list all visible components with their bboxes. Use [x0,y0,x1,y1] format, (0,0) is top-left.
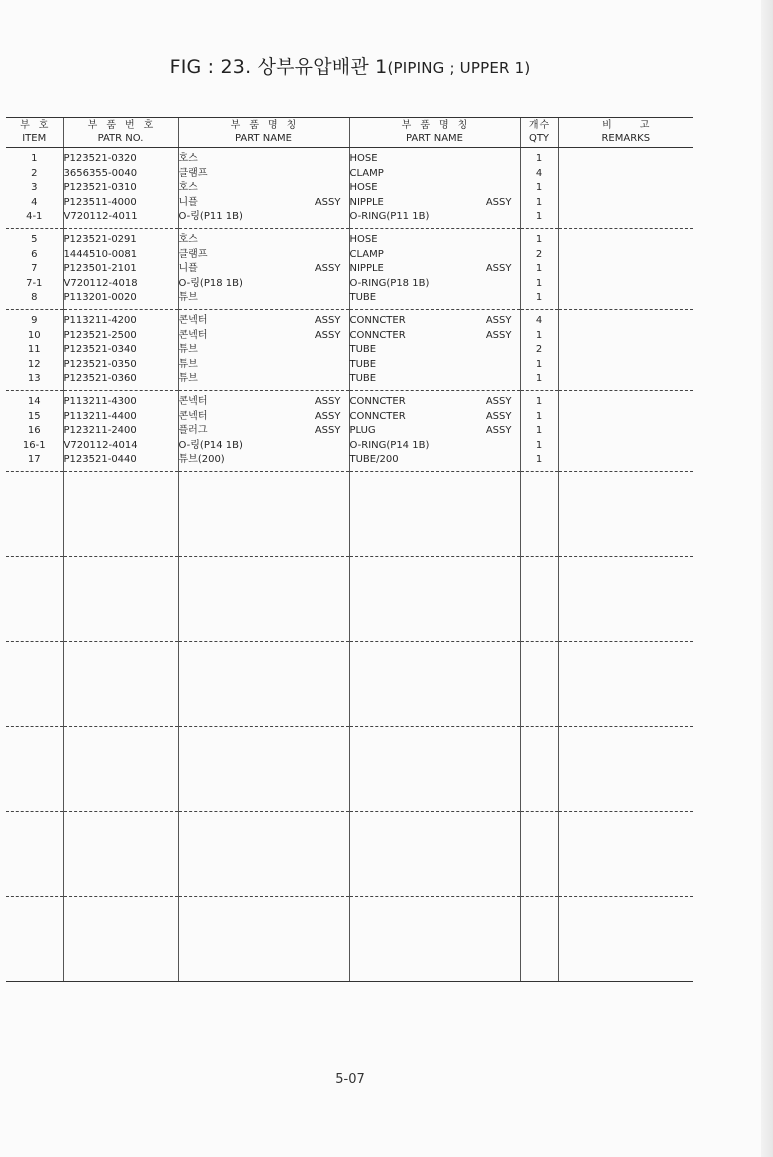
cell-part-name-ko [178,424,349,439]
part-name-ko: 콘넥터 [178,314,208,326]
cell-qty: 1 [520,210,558,228]
cell-remarks [558,410,693,425]
table-row [6,372,693,390]
cell-part-name-ko [178,228,349,247]
cell-remarks [558,439,693,454]
part-name-ko: 콘넥터 [178,395,208,407]
header-part-name-en [349,118,520,148]
empty-cell [558,556,693,641]
cell-part-name-ko [178,181,349,196]
part-name-en: TUBE/200 [349,454,399,466]
empty-cell [6,726,63,811]
empty-cell [349,556,520,641]
figure-title-main: FIG : 23. 상부유압배관 1 [169,56,388,78]
part-name-en: PLUG [349,425,376,437]
empty-cell [178,641,349,726]
part-name-ko: 튜브(200) [178,454,225,466]
cell-part-name-ko [178,390,349,409]
part-name-ko: 튜브 [178,292,198,304]
table-row [6,453,693,471]
cell-qty: 1 [520,228,558,247]
part-name-en: O-RING(P11 1B) [349,211,430,223]
cell-part-name-en [349,167,520,182]
header-part-name-ko-en: PART NAME [234,133,292,144]
table-row [6,262,693,277]
empty-row-block [6,726,693,811]
empty-cell [558,726,693,811]
empty-cell [349,726,520,811]
part-name-ko: O-링(P11 1B) [178,211,243,223]
cell-item: 16 [27,425,41,437]
cell-part-name-en [349,228,520,247]
table-row [6,210,693,228]
empty-cell [63,556,178,641]
cell-part-no: P123521-0360 [63,372,178,390]
cell-part-name-en [349,196,520,211]
cell-qty: 2 [520,248,558,263]
table-row [6,228,693,247]
cell-part-no: P123521-2500 [63,329,178,344]
table-row [6,277,693,292]
part-name-ko: 니플 [178,196,198,208]
cell-qty: 4 [520,167,558,182]
table-row [6,424,693,439]
cell-qty: 1 [520,410,558,425]
cell-part-name-en [349,410,520,425]
cell-qty: 1 [520,439,558,454]
part-name-en: TUBE [349,292,377,304]
part-name-en: HOSE [349,233,378,245]
empty-cell [63,811,178,896]
part-name-ko: 클램프 [178,167,208,179]
header-qty [520,118,558,148]
part-type-en: ASSY [485,314,512,326]
part-name-en: TUBE [349,344,377,356]
figure-title-sub: (PIPING ; UPPER 1) [387,59,531,77]
cell-item: 10 [27,329,41,341]
cell-part-no: P113211-4400 [63,410,178,425]
cell-part-name-ko [178,410,349,425]
cell-part-no: P123521-0340 [63,343,178,358]
cell-part-no: 1444510-0081 [63,248,178,263]
table-row [6,148,693,167]
empty-cell [63,726,178,811]
part-name-en: HOSE [349,153,378,164]
part-name-en: TUBE [349,358,377,370]
header-item [6,118,63,148]
cell-qty: 1 [520,453,558,471]
empty-cell [178,556,349,641]
cell-part-name-ko [178,148,349,167]
cell-part-no: V720112-4011 [63,210,178,228]
empty-cell [558,641,693,726]
part-name-ko: 콘넥터 [178,410,208,422]
empty-cell [558,471,693,556]
part-type-ko: ASSY [314,395,341,407]
cell-part-name-ko [178,329,349,344]
part-type-ko: ASSY [314,329,341,341]
empty-row-block [6,896,693,981]
part-type-ko: ASSY [314,314,341,326]
cell-part-name-en [349,309,520,328]
header-part-no-ko: 부품번호 [87,120,163,131]
part-name-ko: 니플 [178,263,198,275]
header-remarks-ko: 비고 [602,120,678,131]
part-name-ko: 튜브 [178,373,198,385]
part-name-en: TUBE [349,373,377,385]
header-item-ko: 부호 [20,120,58,131]
parts-table [6,117,693,982]
header-part-name-en-en: PART NAME [405,133,463,144]
part-name-ko: 호스 [178,153,198,164]
cell-item: 16-1 [22,439,46,451]
part-name-ko: 튜브 [178,358,198,370]
cell-remarks [558,291,693,309]
cell-item: 14 [27,395,41,407]
part-name-en: NIPPLE [349,263,384,275]
cell-remarks [558,372,693,390]
cell-part-name-en [349,439,520,454]
part-type-ko: ASSY [314,263,341,275]
cell-qty: 1 [520,196,558,211]
cell-item: 4-1 [6,210,63,228]
empty-cell [6,471,63,556]
empty-cell [6,896,63,981]
cell-remarks [558,181,693,196]
empty-cell [349,471,520,556]
empty-cell [63,471,178,556]
cell-item: 8 [6,291,63,309]
cell-remarks [558,148,693,167]
cell-part-name-ko [178,210,349,228]
part-type-ko: ASSY [314,410,341,422]
cell-part-name-ko [178,262,349,277]
cell-qty: 2 [520,343,558,358]
empty-cell [6,811,63,896]
part-type-en: ASSY [485,196,512,208]
cell-part-no: P123511-4000 [63,196,178,211]
cell-part-name-ko [178,343,349,358]
cell-part-no: V720112-4014 [63,439,178,454]
cell-qty: 1 [520,358,558,373]
part-name-ko: 콘넥터 [178,329,208,341]
header-item-en: ITEM [22,133,47,144]
cell-item: 11 [27,344,41,356]
cell-remarks [558,453,693,471]
cell-qty: 1 [520,424,558,439]
cell-qty: 4 [520,309,558,328]
empty-cell [349,811,520,896]
cell-part-name-ko [178,248,349,263]
cell-part-name-ko [178,277,349,292]
figure-title [0,52,700,79]
table-row [6,439,693,454]
empty-row-block [6,641,693,726]
cell-part-no: P123521-0310 [63,181,178,196]
empty-row-block [6,556,693,641]
cell-qty: 1 [520,291,558,309]
cell-part-no: P113211-4300 [63,390,178,409]
cell-item: 5 [31,233,38,245]
empty-cell [6,641,63,726]
header-part-name-ko [178,118,349,148]
part-type-en: ASSY [485,329,512,341]
part-name-ko: 플러그 [178,425,208,437]
empty-row-block [6,811,693,896]
cell-remarks [558,329,693,344]
cell-item: 2 [31,167,38,179]
part-name-en: NIPPLE [349,196,384,208]
part-name-en: HOSE [349,182,378,194]
cell-remarks [558,343,693,358]
cell-qty: 1 [520,277,558,292]
cell-item: 13 [6,372,63,390]
part-name-ko: O-링(P14 1B) [178,439,243,451]
cell-part-name-en [349,390,520,409]
cell-part-no: P123501-2101 [63,262,178,277]
cell-part-name-en [349,181,520,196]
cell-remarks [558,277,693,292]
empty-cell [520,896,558,981]
cell-part-name-ko [178,167,349,182]
cell-remarks [558,167,693,182]
table-row [6,248,693,263]
table-row [6,343,693,358]
empty-cell [178,726,349,811]
empty-cell [520,811,558,896]
cell-qty: 1 [520,390,558,409]
part-name-ko: 호스 [178,233,198,245]
cell-remarks [558,390,693,409]
empty-cell [558,811,693,896]
part-type-en: ASSY [485,395,512,407]
page-edge-shadow [761,0,773,1157]
cell-qty: 1 [520,372,558,390]
empty-cell [349,896,520,981]
cell-part-name-ko [178,196,349,211]
cell-item: 7-1 [26,277,43,289]
part-type-en: ASSY [485,410,512,422]
empty-row-block [6,471,693,556]
cell-remarks [558,228,693,247]
cell-part-no: P123521-0291 [63,228,178,247]
cell-item: 17 [6,453,63,471]
cell-item: 7 [31,263,38,275]
empty-cell [6,556,63,641]
part-name-en: CONNCTER [349,410,406,422]
table-row [6,181,693,196]
cell-part-name-ko [178,453,349,471]
part-name-en: CLAMP [349,167,384,179]
cell-part-no: P113211-4200 [63,309,178,328]
cell-remarks [558,248,693,263]
cell-part-no: P123211-2400 [63,424,178,439]
empty-cell [63,641,178,726]
empty-cell [63,896,178,981]
table-row [6,291,693,309]
parts-table-body [6,148,693,982]
cell-remarks [558,262,693,277]
cell-part-name-en [349,291,520,309]
cell-part-no: P113201-0020 [63,291,178,309]
cell-qty: 1 [520,329,558,344]
empty-cell [178,811,349,896]
part-name-ko: 클램프 [178,248,208,260]
cell-part-name-en [349,453,520,471]
part-name-en: CONNCTER [349,314,406,326]
cell-item: 9 [31,314,38,326]
cell-part-name-en [349,372,520,390]
cell-part-name-ko [178,372,349,390]
cell-part-name-ko [178,309,349,328]
cell-part-name-ko [178,439,349,454]
cell-part-no: V720112-4018 [63,277,178,292]
empty-cell [520,726,558,811]
cell-remarks [558,309,693,328]
table-row [6,167,693,182]
part-type-en: ASSY [485,425,512,437]
part-name-ko: 튜브 [178,344,198,356]
part-name-en: O-RING(P14 1B) [349,439,430,451]
cell-remarks [558,210,693,228]
cell-part-no: 3656355-0040 [63,167,178,182]
cell-remarks [558,424,693,439]
header-part-no-en: PATR NO. [97,133,144,144]
cell-item: 12 [27,358,41,370]
empty-cell [178,896,349,981]
part-name-en: CLAMP [349,248,384,260]
empty-cell [349,641,520,726]
table-row [6,196,693,211]
header-remarks-en: REMARKS [601,133,651,144]
cell-part-name-en [349,358,520,373]
part-type-ko: ASSY [314,425,341,437]
cell-item: 15 [27,410,41,422]
cell-part-name-en [349,262,520,277]
cell-remarks [558,196,693,211]
parts-table-header [6,118,693,148]
cell-qty: 1 [520,262,558,277]
header-part-name-ko-ko: 부품명칭 [230,120,306,131]
table-row [6,329,693,344]
part-name-en: CONNCTER [349,329,406,341]
cell-part-name-en [349,343,520,358]
table-row [6,410,693,425]
header-qty-en: QTY [528,133,550,144]
cell-item: 6 [31,248,38,260]
part-name-ko: O-링(P18 1B) [178,277,243,289]
cell-part-name-ko [178,358,349,373]
header-part-name-en-ko: 부품명칭 [401,120,477,131]
empty-cell [558,896,693,981]
cell-item: 3 [31,182,38,194]
empty-cell [178,471,349,556]
empty-cell [520,556,558,641]
part-name-en: CONNCTER [349,395,406,407]
cell-part-name-en [349,248,520,263]
part-type-en: ASSY [485,263,512,275]
cell-part-no: P123521-0320 [63,148,178,167]
cell-qty: 1 [520,148,558,167]
header-qty-ko: 개수 [528,120,551,131]
empty-cell [520,471,558,556]
cell-item: 1 [31,153,38,164]
cell-part-no: P123521-0350 [63,358,178,373]
cell-part-name-ko [178,291,349,309]
cell-remarks [558,358,693,373]
part-name-en: O-RING(P18 1B) [349,277,430,289]
table-row [6,358,693,373]
table-row [6,309,693,328]
cell-part-no: P123521-0440 [63,453,178,471]
cell-part-name-en [349,210,520,228]
table-row [6,390,693,409]
cell-part-name-en [349,424,520,439]
header-remarks [558,118,693,148]
cell-part-name-en [349,329,520,344]
page-number: 5-07 [335,1072,365,1087]
part-name-ko: 호스 [178,182,198,194]
header-part-no [63,118,178,148]
empty-cell [520,641,558,726]
cell-part-name-en [349,148,520,167]
cell-qty: 1 [520,181,558,196]
cell-item: 4 [31,196,38,208]
part-type-ko: ASSY [314,196,341,208]
cell-part-name-en [349,277,520,292]
